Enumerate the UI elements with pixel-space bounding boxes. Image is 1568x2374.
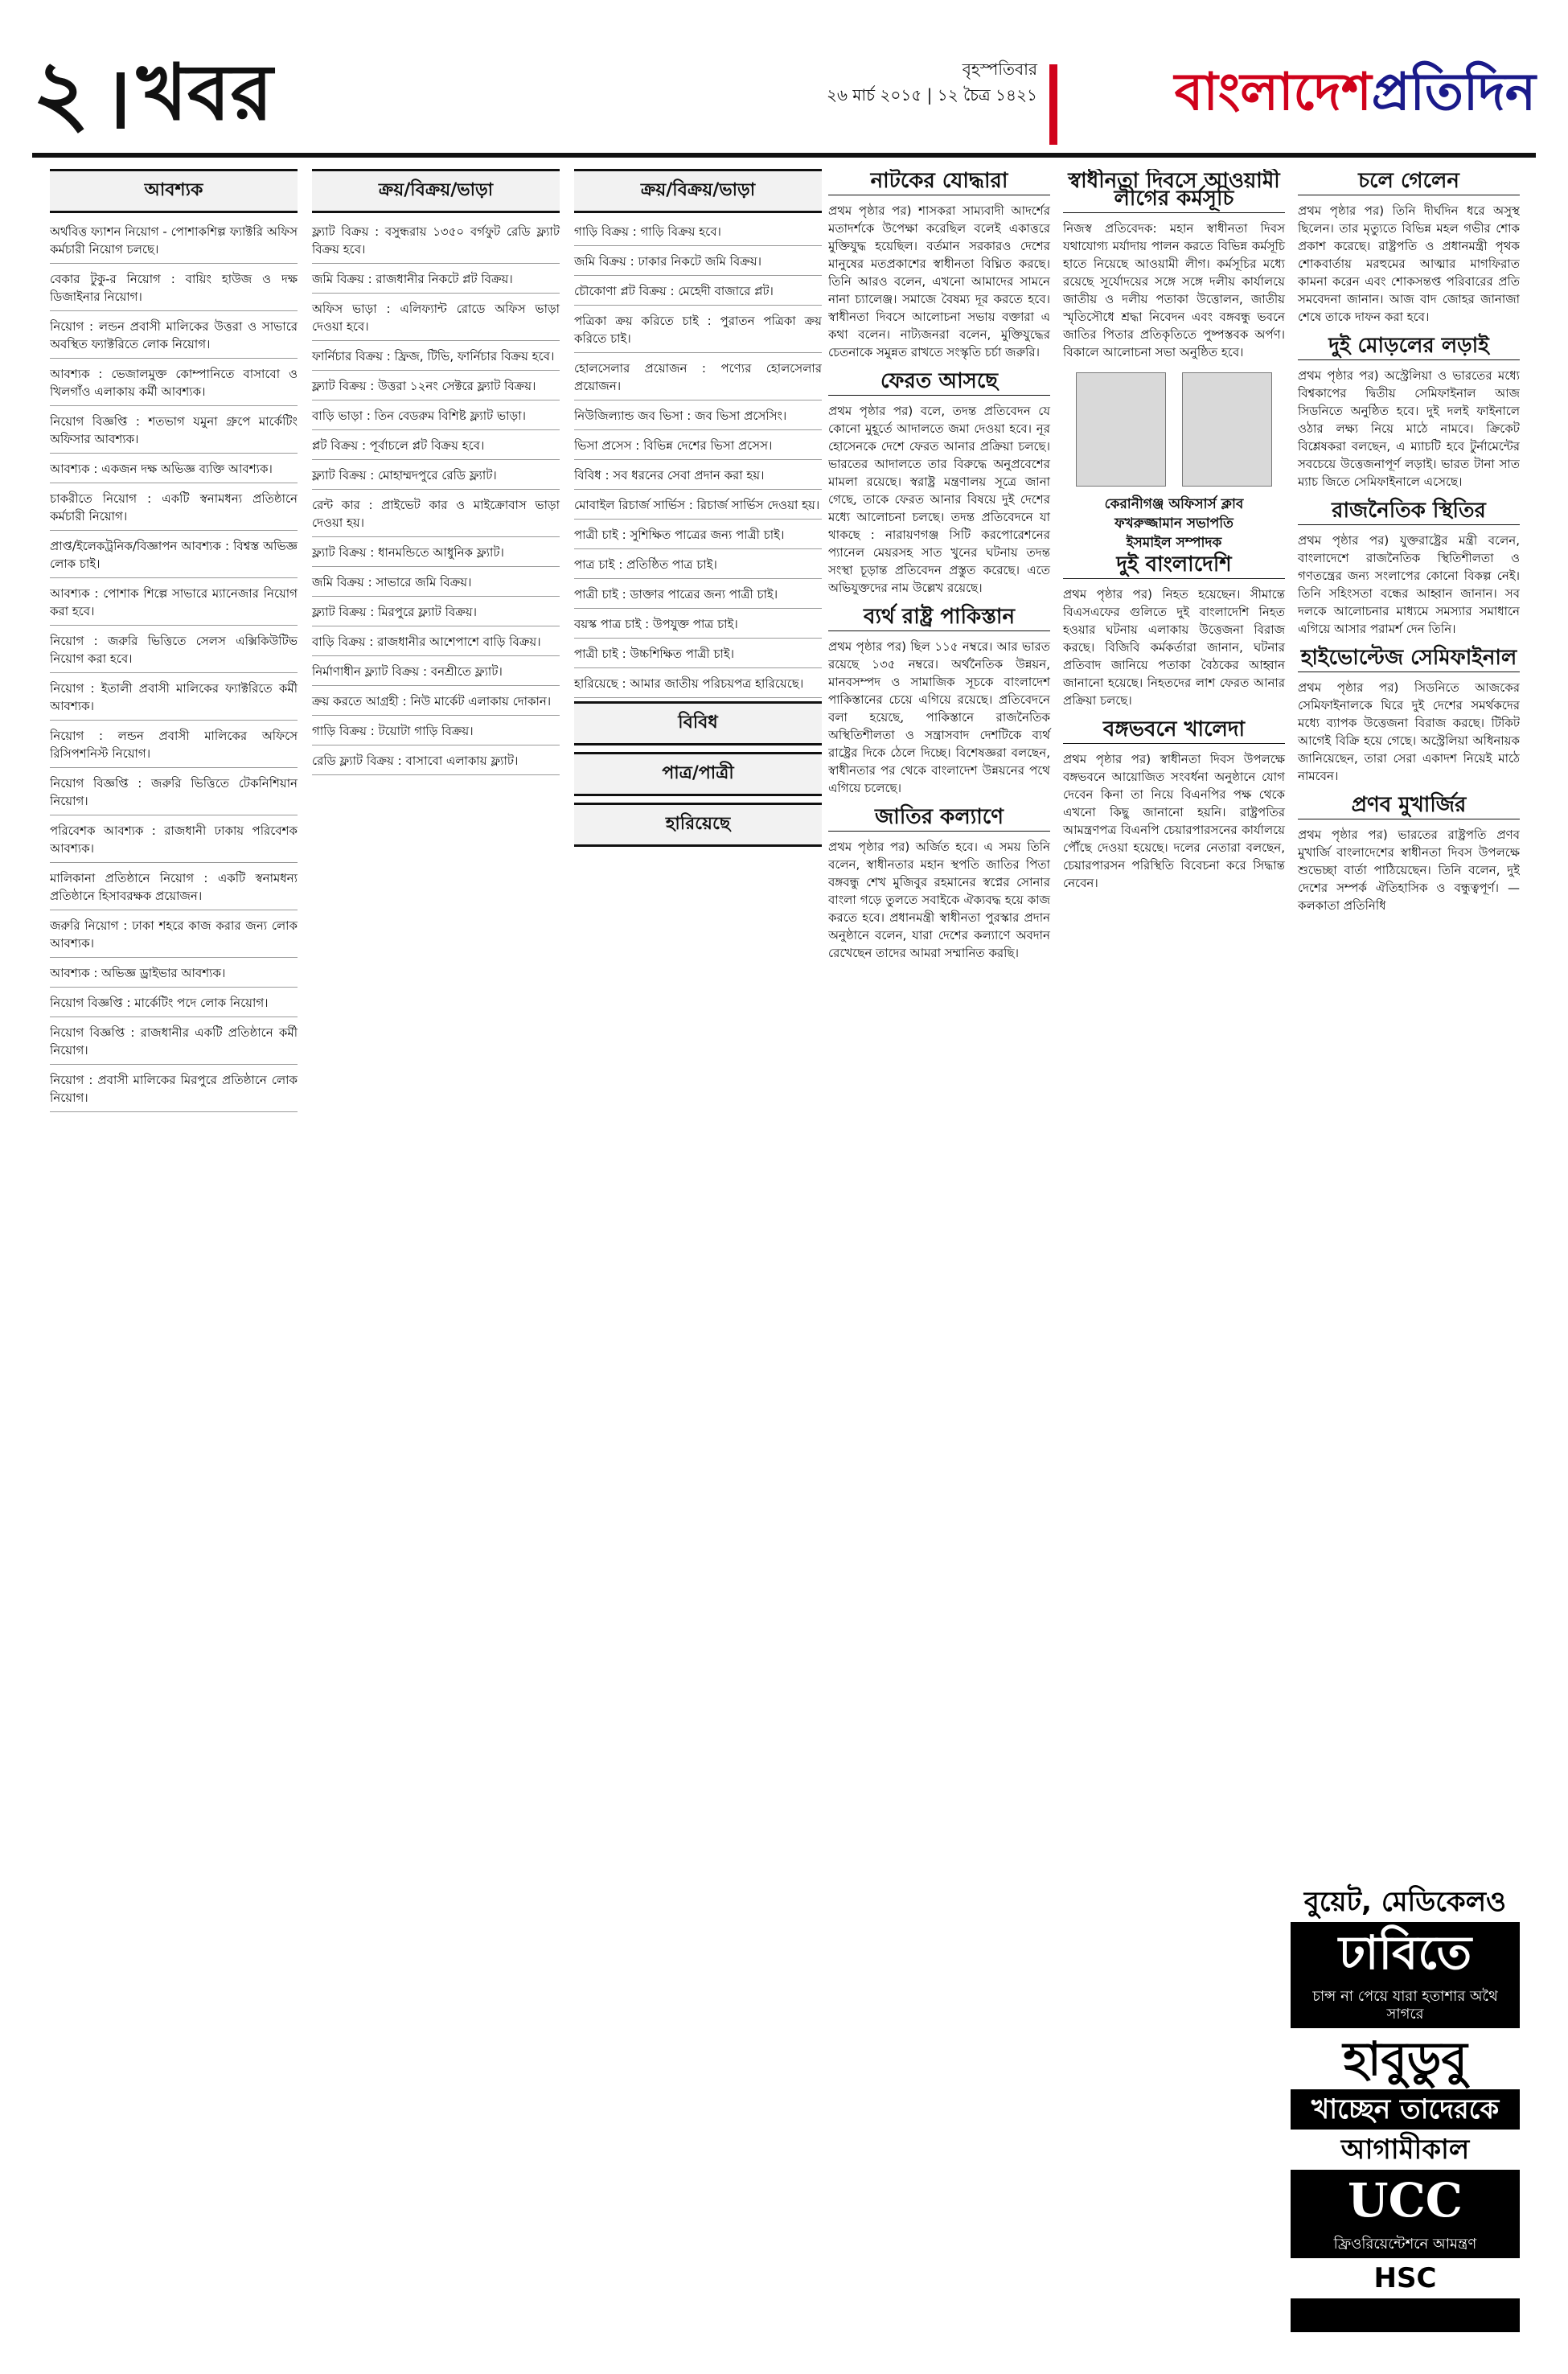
classifieds-column-3 — [574, 169, 822, 1115]
newspaper-logo — [1175, 32, 1536, 153]
classifieds-column-2 — [312, 169, 560, 1115]
news-story — [828, 805, 1050, 962]
classified-ad: গাড়ি বিক্রয় : গাড়ি বিক্রয় হবে। — [574, 220, 822, 246]
classified-ad: আবশ্যক : একজন দক্ষ অভিজ্ঞ ব্যক্তি আবশ্যক। — [50, 457, 298, 483]
story-body: নিজস্ব প্রতিবেদক: মহান স্বাধীনতা দিবস যথাযোগ্য মর্যাদায় পালন করতে বিভিন্ন কর্মসূচি হাতে নিয়েছে আওয়ামী লীগ। কর্মসূচির মধ্যে রয়েছে সূর্যোদয়ের সঙ্গে সঙ্গে দলীয় কার্যালয়ে জাতীয় ও দলীয় পতাকা উত্তোলন, জাতীয় স্মৃতিসৌধে শ্রদ্ধা নিবেদন এবং বঙ্গবন্ধু ভবনে জাতির পিতার প্রতিকৃতিতে পুষ্পস্তবক অর্পণ। বিকালে আলোচনা সভা অনুষ্ঠিত হবে। — [1063, 221, 1285, 359]
story-headline: স্বাধীনতা দিবসে আওয়ামী লীগের কর্মসূচি — [1063, 172, 1285, 213]
classified-header: হারিয়েছে — [574, 803, 822, 847]
promo-line: UCC — [1348, 2173, 1463, 2228]
classified-ad: নিয়োগ বিজ্ঞপ্তি : রাজধানীর একটি প্রতিষ্ঠানে কর্মী নিয়োগ। — [50, 1021, 298, 1065]
classified-ad: বিবিধ : সব ধরনের সেবা প্রদান করা হয়। — [574, 463, 822, 490]
classified-ad: ফ্ল্যাট বিক্রয় : বসুন্ধরায় ১৩৫০ বর্গফুট রেডি ফ্ল্যাট বিক্রয় হবে। — [312, 220, 560, 264]
story-body: প্রথম পৃষ্ঠার পর) সিডনিতে আজকের সেমিফাইনালকে ঘিরে দুই দেশের সমর্থকদের মধ্যে ব্যাপক উত্তেজনা বিরাজ করছে। টিকিট আগেই বিক্রি হয়ে গেছে। অস্ট্রেলিয়া অধিনায়ক জানিয়েছেন, তারা সেরা একাদশ নিয়েই মাঠে নামবেন। — [1298, 680, 1520, 783]
classified-header: ক্রয়/বিক্রয়/ভাড়া — [574, 169, 822, 213]
story-headline: চলে গেলেন — [1298, 172, 1520, 195]
ad-list — [50, 220, 298, 1112]
portrait-photo — [1182, 372, 1272, 487]
story-headline: জাতির কল্যাণে — [828, 808, 1050, 832]
story-body: প্রথম পৃষ্ঠার পর) অস্ট্রেলিয়া ও ভারতের মধ্যে বিশ্বকাপের দ্বিতীয় সেমিফাইনাল আজ সিডনিতে অনুষ্ঠিত হবে। দুই দলই ফাইনালে ওঠার লক্ষ্য নিয়ে মাঠে নামবে। ক্রিকেট বিশ্লেষকরা বলছেন, এ ম্যাচটি হবে টুর্নামেন্টের সবচেয়ে উত্তেজনাপূর্ণ লড়াই। ভারত টানা সাত ম্যাচ জিতে সেমিফাইনালে এসেছে। — [1298, 368, 1520, 489]
story-headline: ব্যর্থ রাষ্ট্র পাকিস্তান — [828, 608, 1050, 631]
classified-ad: জমি বিক্রয় : রাজধানীর নিকটে প্লট বিক্রয়। — [312, 267, 560, 294]
classified-ad: নিয়োগ বিজ্ঞপ্তি : জরুরি ভিত্তিতে টেকনিশিয়ান নিয়োগ। — [50, 771, 298, 815]
news-story — [828, 369, 1050, 597]
news-story — [1298, 646, 1520, 785]
classified-ad: মোবাইল রিচার্জ সার্ভিস : রিচার্জ সার্ভিস দেওয়া হয়। — [574, 493, 822, 520]
classified-ad: ক্রয় করতে আগ্রহী : নিউ মার্কেট এলাকায় দোকান। — [312, 689, 560, 716]
classified-ad: আবশ্যক : ভেজালমুক্ত কোম্পানিতে বাসাবো ও খিলগাঁও এলাকায় কর্মী আবশ্যক। — [50, 362, 298, 406]
story-headline: বঙ্গভবনে খালেদা — [1063, 721, 1285, 744]
page-number: ২ — [32, 40, 90, 144]
logo-part-1: বাংলাদেশ — [1174, 62, 1372, 122]
classified-ad: জমি বিক্রয় : ঢাকার নিকটে জমি বিক্রয়। — [574, 249, 822, 276]
masthead-divider — [117, 72, 125, 129]
classified-ad: নিয়োগ : জরুরি ভিত্তিতে সেলস এক্সিকিউটিভ নিয়োগ করা হবে। — [50, 629, 298, 673]
promo-line: খাচ্ছেন তাদেরকে — [1311, 2093, 1500, 2126]
caption-name-2: ইসমাইল সম্পাদক — [1126, 535, 1222, 551]
classifieds-section — [50, 169, 822, 2340]
news-story — [1298, 169, 1520, 326]
classified-ad: রেডি ফ্ল্যাট বিক্রয় : বাসাবো এলাকায় ফ্ল্যাট। — [312, 749, 560, 775]
classified-ad: অফিস ভাড়া : এলিফ্যান্ট রোডে অফিস ভাড়া দেওয়া হবে। — [312, 297, 560, 341]
classified-ad: নিয়োগ : প্রবাসী মালিকের মিরপুরে প্রতিষ্ঠানে লোক নিয়োগ। — [50, 1068, 298, 1112]
classified-header: বিবিধ — [574, 701, 822, 745]
news-story — [1298, 793, 1520, 914]
classified-ad: পাত্রী চাই : ডাক্তার পাত্রের জন্য পাত্রী চাই। — [574, 582, 822, 609]
classified-ad: পাত্রী চাই : সুশিক্ষিত পাত্রের জন্য পাত্রী চাই। — [574, 523, 822, 549]
story-body: প্রথম পৃষ্ঠার পর) ছিল ১১৫ নম্বরে। আর ভারত রয়েছে ১৩৫ নম্বরে। অর্থনৈতিক উন্নয়ন, মানবসম্পদ ও সামাজিক সূচকে বাংলাদেশ পাকিস্তানের চেয়ে এগিয়ে রয়েছে। প্রতিবেদনে বলা হয়েছে, পাকিস্তানে রাজনৈতিক অস্থিতিশীলতা ও সন্ত্রাসবাদ দেশটিকে ব্যর্থ রাষ্ট্রের দিকে ঠেলে দিচ্ছে। বিশেষজ্ঞরা বলছেন, স্বাধীনতার পর থেকে বাংলাদেশ উন্নয়নের পথে এগিয়ে চলেছে। — [828, 639, 1050, 795]
classifieds-column-1 — [50, 169, 298, 1115]
ad-list — [574, 220, 822, 698]
classified-ad: চাকরীতে নিয়োগ : একটি স্বনামধন্য প্রতিষ্ঠানে কর্মচারী নিয়োগ। — [50, 487, 298, 531]
portrait-photo — [1076, 372, 1166, 487]
news-story — [1063, 717, 1285, 892]
news-story — [1298, 334, 1520, 491]
news-story — [828, 605, 1050, 797]
story-body: প্রথম পৃষ্ঠার পর) অর্জিত হবে। এ সময় তিনি বলেন, স্বাধীনতার মহান স্থপতি জাতির পিতা বঙ্গবন্ধু শেখ মুজিবুর রহমানের স্বপ্নের সোনার বাংলা গড়ে তুলতে সবাইকে ঐক্যবদ্ধ হয়ে কাজ করতে হবে। প্রধানমন্ত্রী স্বাধীনতা পুরস্কার প্রদান অনুষ্ঠানে বলেন, যারা দেশের কল্যাণে অবদান রেখেছেন তাদের আমরা সম্মানিত করছি। — [828, 840, 1050, 960]
classified-ad: জরুরি নিয়োগ : ঢাকা শহরে কাজ করার জন্য লোক আবশ্যক। — [50, 914, 298, 958]
classified-ad: গাড়ি বিক্রয় : টয়োটা গাড়ি বিক্রয়। — [312, 719, 560, 745]
classified-ad: নিয়োগ : ইতালী প্রবাসী মালিকের ফ্যাক্টরিতে কর্মী আবশ্যক। — [50, 676, 298, 721]
news-story — [1063, 169, 1285, 361]
classified-ad: বেকার টুকু-র নিয়োগ : বায়িং হাউজ ও দক্ষ ডিজাইনার নিয়োগ। — [50, 267, 298, 311]
classified-ad: আবশ্যক : পোশাক শিল্পে সাভারে ম্যানেজার নিয়োগ করা হবে। — [50, 581, 298, 626]
story-body: প্রথম পৃষ্ঠার পর) তিনি দীর্ঘদিন ধরে অসুস্থ ছিলেন। তার মৃত্যুতে বিভিন্ন মহল গভীর শোক প্রকাশ করেছে। রাষ্ট্রপতি ও প্রধানমন্ত্রী পৃথক শোকবার্তায় মরহুমের আত্মার মাগফিরাত কামনা করেন এবং শোকসন্তপ্ত পরিবারের প্রতি সমবেদনা জানান। আজ বাদ জোহর জানাজা শেষে তাকে দাফন করা হবে। — [1298, 203, 1520, 324]
classified-ad: ভিসা প্রসেস : বিভিন্ন দেশের ভিসা প্রসেস। — [574, 433, 822, 460]
classified-ad: নিয়োগ বিজ্ঞপ্তি : শতভাগ যমুনা গ্রুপে মার্কেটিং অফিসার আবশ্যক। — [50, 409, 298, 454]
promo-line: বুয়েট, মেডিকেলও — [1291, 1882, 1520, 1922]
issue-date — [827, 56, 1037, 108]
classified-ad: পাত্রী চাই : উচ্চশিক্ষিত পাত্রী চাই। — [574, 642, 822, 668]
story-body: প্রথম পৃষ্ঠার পর) শাসকরা সাম্যবাদী আদর্শের মতাদর্শকে উপেক্ষা করেছিল বলেই একাত্তরে মুক্তিযুদ্ধ হয়েছিল। বর্তমান সরকারও দেশের মানুষের মতপ্রকাশের স্বাধীনতা বিঘ্নিত করছে। তিনি আরও বলেন, এখনো আমাদের সামনে নানা চ্যালেঞ্জ। সমাজে বৈষম্য দূর করতে হবে। স্বাধীনতা দিবসে আলোচনা সভায় বক্তারা এ কথা বলেন। নাট্যজনরা বলেন, মুক্তিযুদ্ধের চেতনাকে সমুন্নত রাখতে সংস্কৃতি চর্চা জরুরি। — [828, 203, 1050, 359]
ad-list — [312, 220, 560, 775]
classified-ad: ফার্নিচার বিক্রয় : ফ্রিজ, টিভি, ফার্নিচার বিক্রয় হবে। — [312, 344, 560, 371]
story-headline: ফেরত আসছে — [828, 372, 1050, 396]
classified-ad: নিউজিল্যান্ড জব ভিসা : জব ভিসা প্রসেসিং। — [574, 404, 822, 430]
story-body: প্রথম পৃষ্ঠার পর) নিহত হয়েছেন। সীমান্তে বিএসএফের গুলিতে দুই বাংলাদেশি নিহত হওয়ার ঘটনায় এলাকায় উত্তেজনা বিরাজ করছে। বিজিবি কর্মকর্তারা জানান, ঘটনার প্রতিবাদ জানিয়ে পতাকা বৈঠকের আহ্বান জানানো হয়েছে। নিহতদের লাশ ফেরত আনার প্রক্রিয়া চলছে। — [1063, 587, 1285, 708]
classified-ad: হারিয়েছে : আমার জাতীয় পরিচয়পত্র হারিয়েছে। — [574, 672, 822, 698]
classified-ad: মালিকানা প্রতিষ্ঠানে নিয়োগ : একটি স্বনামধন্য প্রতিষ্ঠানে হিসাবরক্ষক প্রয়োজন। — [50, 866, 298, 910]
classified-header: আবশ্যক — [50, 169, 298, 213]
photo-caption — [1063, 495, 1285, 552]
profile-photos — [1063, 372, 1285, 487]
weekday: বৃহস্পতিবার — [962, 60, 1037, 79]
story-body: প্রথম পৃষ্ঠার পর) বলে, তদন্ত প্রতিবেদন যে কোনো মুহূর্তে আদালতে জমা দেওয়া হবে। নূর হোসেনকে দেশে ফেরত আনার প্রক্রিয়া চলছে। ভারতের আদালতে তার বিরুদ্ধে অনুপ্রবেশের মামলা রয়েছে। স্বরাষ্ট্র মন্ত্রণালয় সূত্রে জানা গেছে, তাকে ফেরত আনার বিষয়ে দুই দেশের মধ্যে আলোচনা চলছে। তদন্ত প্রতিবেদনে যা থাকছে : নারায়ণগঞ্জ সিটি করপোরেশনের প্যানেল মেয়রসহ সাত খুনের ঘটনায় তদন্ত সংস্থা চূড়ান্ত প্রতিবেদন প্রস্তুত করেছে। এতে অভিযুক্তদের নাম উল্লেখ রয়েছে। — [828, 404, 1050, 595]
classified-ad: পাত্র চাই : প্রতিষ্ঠিত পাত্র চাই। — [574, 552, 822, 579]
classified-ad: প্রাপ্ত/ইলেকট্রনিক/বিজ্ঞাপন আবশ্যক : বিশ্বস্ত অভিজ্ঞ লোক চাই। — [50, 534, 298, 578]
classified-ad: নিয়োগ বিজ্ঞপ্তি : মার্কেটিং পদে লোক নিয়োগ। — [50, 991, 298, 1017]
promo-line: ঢাবিতে — [1338, 1925, 1472, 1980]
classified-ad: অর্থবিত্ত ফ্যাশন নিয়োগ - পোশাকশিল্প ফ্যাক্টরি অফিস কর্মচারী নিয়োগ চলছে। — [50, 220, 298, 264]
classified-ad: বয়স্ক পাত্র চাই : উপযুক্ত পাত্র চাই। — [574, 612, 822, 639]
caption-name-1: ফখরুজ্জামান সভাপতি — [1114, 515, 1233, 532]
classified-ad: প্লট বিক্রয় : পূর্বাচলে প্লট বিক্রয় হবে। — [312, 433, 560, 460]
masthead — [32, 32, 1536, 153]
brand-divider — [1049, 64, 1057, 145]
promo-line: HSC — [1291, 2258, 1520, 2298]
classified-ad: আবশ্যক : অভিজ্ঞ ড্রাইভার আবশ্যক। — [50, 961, 298, 988]
news-story — [1298, 499, 1520, 638]
news-column-c — [1298, 169, 1520, 973]
classified-header: ক্রয়/বিক্রয়/ভাড়া — [312, 169, 560, 213]
classified-ad: বাড়ি বিক্রয় : রাজধানীর আশেপাশে বাড়ি বিক্রয়। — [312, 630, 560, 656]
classified-ad: ফ্ল্যাট বিক্রয় : মিরপুরে ফ্ল্যাট বিক্রয়। — [312, 600, 560, 626]
promo-line: আগামীকাল — [1291, 2130, 1520, 2170]
caption-org: কেরানীগঞ্জ অফিসার্স ক্লাব — [1104, 496, 1244, 512]
classified-ad: রেন্ট কার : প্রাইভেট কার ও মাইক্রোবাস ভাড়া দেওয়া হয়। — [312, 493, 560, 537]
classified-ad: হোলসেলার প্রয়োজন : পণ্যের হোলসেলার প্রয়োজন। — [574, 356, 822, 400]
classified-ad: বাড়ি ভাড়া : তিন বেডরুম বিশিষ্ট ফ্ল্যাট ভাড়া। — [312, 404, 560, 430]
news-column-a — [828, 169, 1050, 973]
classified-ad: নিয়োগ : লন্ডন প্রবাসী মালিকের উত্তরা ও সাভারে অবস্থিত ফ্যাক্টরিতে লোক নিয়োগ। — [50, 314, 298, 359]
classified-ad: ফ্ল্যাট বিক্রয় : মোহাম্মদপুরে রেডি ফ্ল্যাট। — [312, 463, 560, 490]
masthead-rule — [32, 153, 1536, 158]
story-headline: দুই মোড়লের লড়াই — [1298, 337, 1520, 360]
story-headline: দুই বাংলাদেশি — [1063, 556, 1285, 579]
date-text: ২৬ মার্চ ২০১৫ | ১২ চৈত্র ১৪২১ — [826, 85, 1037, 105]
classified-ad: চৌকোণা প্লট বিক্রয় : মেহেদী বাজারে প্লট। — [574, 279, 822, 306]
story-body: প্রথম পৃষ্ঠার পর) যুক্তরাষ্ট্রের মন্ত্রী বলেন, বাংলাদেশে রাজনৈতিক স্থিতিশীলতা ও গণতন্ত্রের জন্য সংলাপের কোনো বিকল্প নেই। তিনি সহিংসতা বন্ধের আহ্বান জানান। সব দলকে আলোচনার মাধ্যমে সমস্যার সমাধানে এগিয়ে আসার পরামর্শ দেন তিনি। — [1298, 533, 1520, 636]
classified-ad: জমি বিক্রয় : সাভারে জমি বিক্রয়। — [312, 570, 560, 597]
news-column-b — [1063, 169, 1285, 973]
classified-header: পাত্র/পাত্রী — [574, 752, 822, 796]
story-body: প্রথম পৃষ্ঠার পর) ভারতের রাষ্ট্রপতি প্রণব মুখার্জি বাংলাদেশের স্বাধীনতা দিবস উপলক্ষে শুভেচ্ছা বার্তা পাঠিয়েছেন। তিনি বলেন, দুই দেশের সম্পর্ক ঐতিহাসিক ও বন্ধুত্বপূর্ণ। — কলকাতা প্রতিনিধি — [1298, 828, 1520, 913]
classified-ad: পরিবেশক আবশ্যক : রাজধানী ঢাকায় পরিবেশক আবশ্যক। — [50, 819, 298, 863]
story-headline: প্রণব মুখার্জির — [1298, 796, 1520, 819]
coaching-advertisement — [1291, 1882, 1520, 2332]
classified-ad: ফ্ল্যাট বিক্রয় : উত্তরা ১২নং সেক্টরে ফ্ল্যাট বিক্রয়। — [312, 374, 560, 400]
news-story — [1063, 552, 1285, 709]
classified-ad: নির্মাণাধীন ফ্ল্যাট বিক্রয় : বনশ্রীতে ফ্ল্যাট। — [312, 659, 560, 686]
story-headline: হাইভোল্টেজ সেমিফাইনাল — [1298, 649, 1520, 672]
story-headline: নাটকের যোদ্ধারা — [828, 172, 1050, 195]
classified-ad: ফ্ল্যাট বিক্রয় : ধানমন্ডিতে আধুনিক ফ্ল্যাট। — [312, 540, 560, 567]
section-title: খবর — [137, 47, 273, 138]
promo-line: চান্স না পেয়ে যারা হতাশার অথৈ সাগরে — [1312, 1988, 1498, 2023]
classified-ad: নিয়োগ : লন্ডন প্রবাসী মালিকের অফিসে রিসিপশনিস্ট নিয়োগ। — [50, 724, 298, 768]
story-headline: রাজনৈতিক স্থিতির — [1298, 502, 1520, 525]
story-body: প্রথম পৃষ্ঠার পর) স্বাধীনতা দিবস উপলক্ষে বঙ্গভবনে আয়োজিত সংবর্ধনা অনুষ্ঠানে যোগ দেবেন কিনা তা নিয়ে বিএনপির পক্ষ থেকে এখনো কিছু জানানো হয়নি। রাষ্ট্রপতির আমন্ত্রণপত্র বিএনপি চেয়ারপারসনের কার্যালয়ে পৌঁছে দেওয়া হয়েছে। দলের নেতারা বলছেন, চেয়ারপারসন পরিস্থিতি বিবেচনা করে সিদ্ধান্ত নেবেন। — [1063, 752, 1285, 890]
news-story — [828, 169, 1050, 361]
news-section — [828, 169, 1520, 1874]
promo-line: ফ্রিওরিয়েন্টেশনে আমন্ত্রণ — [1333, 2236, 1477, 2253]
classified-ad: পত্রিকা ক্রয় করিতে চাই : পুরাতন পত্রিকা ক্রয় করিতে চাই। — [574, 309, 822, 353]
logo-part-2: প্রতিদিন — [1371, 62, 1536, 122]
promo-line: হাবুডুবু — [1291, 2028, 1520, 2089]
